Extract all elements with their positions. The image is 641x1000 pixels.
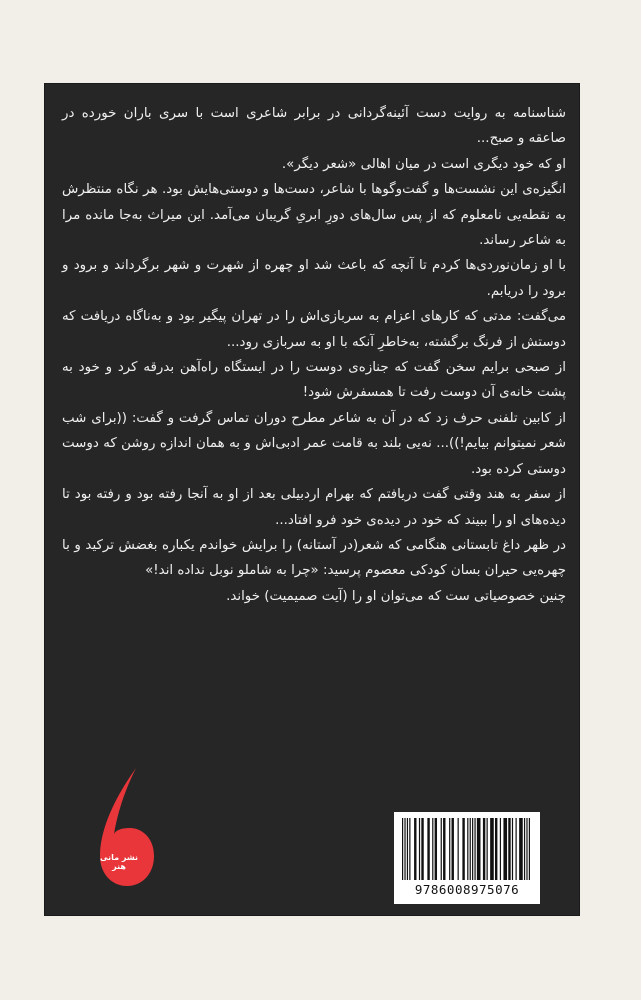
blurb-paragraph-8: از سفر به هند وقتی گفت دریافتم که بهرام اردبیلی بعد از او به آنجا رفته بود و رفته بود تا دیده‌های او را ببیند که خود در دیده‌ی خود فرو افتاد...: [62, 487, 566, 528]
barcode-bar: [402, 818, 403, 880]
blurb-paragraph-1: شناسنامه به روایت دست آئینه‌گردانی در برابر شاعری است با سری باران خورده در صاعقه و صبح...: [62, 106, 566, 147]
barcode-bar: [407, 818, 408, 880]
barcode-bar: [516, 818, 517, 880]
barcode-bar: [441, 818, 442, 880]
barcode-bar: [427, 818, 429, 880]
barcode-bar: [462, 818, 464, 880]
barcode-bar: [421, 818, 423, 880]
barcode-bar: [495, 818, 497, 880]
blurb-paragraph-5: می‌گفت: مدتی که کارهای اعزام به سربازی‌اش را در تهران پیگیر بود و به‌ناگاه دریافت که دوستش از فرنگ برگشته، به‌خاطرِ آنکه با او به سربازی رود...: [62, 309, 566, 350]
barcode-bar: [467, 818, 468, 880]
barcode-bar: [529, 818, 530, 880]
blurb-paragraph-4: با او زمان‌نوردی‌ها کردم تا آنچه که باعث شد او چهره از شهرت و شهر برگرداند و برود و برود را دریابم.: [62, 258, 566, 299]
blurb-paragraph-10: چنین خصوصیاتی ست که می‌توان او را (آیت صمیمیت) خواند.: [226, 588, 566, 604]
back-cover: [44, 83, 580, 916]
barcode-bar: [443, 818, 445, 880]
barcode: [394, 812, 540, 904]
barcode-bar: [452, 818, 454, 880]
barcode-bar: [449, 818, 450, 880]
barcode-bars: [402, 818, 530, 880]
blurb-paragraph-9: در ظهر داغ تابستانی هنگامی که شعر(در آستانه) را برایش خواندم یکباره بغضش ترکید و با چهره‌یی حیران بسان کودکی معصوم پرسید: «چرا به شاملو نوبل نداده اند!»: [62, 537, 566, 579]
blurb-text: [62, 101, 566, 609]
barcode-bar: [477, 818, 481, 880]
barcode-bar: [503, 818, 507, 880]
barcode-bar: [483, 818, 485, 880]
barcode-bar: [474, 818, 475, 880]
barcode-bar: [414, 818, 416, 880]
publisher-name: نشر مانی هنر: [100, 853, 138, 871]
blurb-paragraph-6: از صبحی برایم سخن گفت که جنازه‌ی دوست را در ایستگاه راه‌آهن بدرقه کرد و خود به پشت خانه‌ی آن دوست رفت تا همسفرش شود!: [62, 360, 566, 401]
barcode-bar: [472, 818, 473, 880]
barcode-bar: [490, 818, 494, 880]
barcode-bar: [470, 818, 471, 880]
isbn-number: 9786008975076: [414, 882, 520, 897]
barcode-bar: [508, 818, 510, 880]
barcode-bar: [487, 818, 488, 880]
blurb-paragraph-7: از کابین تلفنی حرف زد که در آن به شاعر مطرح دوران تماس گرفت و گفت: ((برای شب شعر نمیتوانم بیایم!))... نه‌یی بلند به قامت عمر ادبی‌اش و به همان اندازه روشن که دوست دوستی کرده بود.: [62, 410, 566, 477]
barcode-bar: [419, 818, 420, 880]
blurb-paragraph-3: انگیزه‌ی این نشست‌ها و گفت‌وگوها با شاعر، دست‌ها و دوستی‌هایش بود. هر نگاه منتظرش به نقطه‌یی نامعلوم که از پس سال‌های دورِ ابریِ گریبان می‌آمد. این میراث به‌جا مانده مرا به شاعر رساند.: [62, 182, 566, 249]
barcode-bar: [512, 818, 513, 880]
barcode-bar: [519, 818, 523, 880]
barcode-bar: [404, 818, 405, 880]
blurb-paragraph-2: او که خود دیگری است در میان اهالی «شعر دیگر».: [281, 156, 566, 172]
barcode-bar: [524, 818, 525, 880]
barcode-bar: [432, 818, 433, 880]
barcode-bar: [526, 818, 527, 880]
barcode-bar: [409, 818, 410, 880]
barcode-bar: [435, 818, 437, 880]
barcode-bar: [500, 818, 501, 880]
barcode-bar: [458, 818, 459, 880]
